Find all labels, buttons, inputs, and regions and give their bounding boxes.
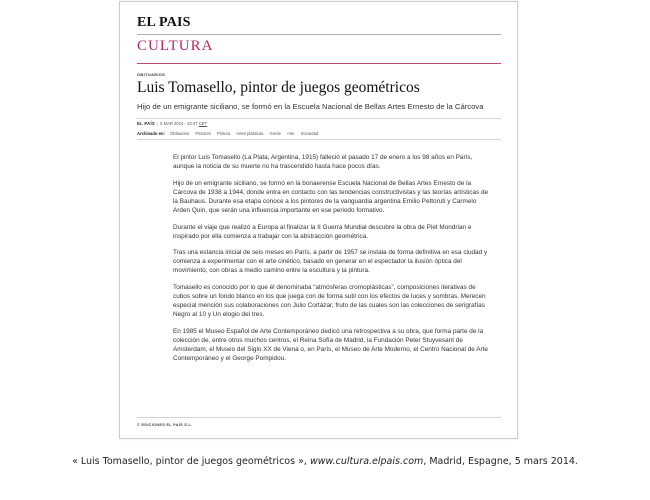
tag-link[interactable]: Pintores: [195, 131, 211, 136]
article-body: [173, 153, 493, 371]
body-paragraph: En 1985 el Museo Español de Arte Contemporáneo dedicó una retrospectiva a su obra, que forma parte de la colección de, entre otros muchos centros, el Reina Sofía de Madrid, la Fundación Peter Stuyvesant de Amsterdam, el Museo del Siglo XX de Viena o, en París, el Museo de Arte Moderno, el Centro Nacional de Arte Contemporáneo y el George Pompidou.: [173, 327, 488, 363]
tag-link[interactable]: Pintura: [216, 131, 231, 136]
tags-label: Archivado en:: [137, 131, 165, 136]
byline-brand[interactable]: EL PAÍS: [137, 121, 156, 126]
byline-timezone[interactable]: CET: [198, 121, 208, 126]
caption-source-site: www.cultura.elpais.com: [309, 456, 424, 467]
body-paragraph: El pintor Luis Tomasello (La Plata, Argentina, 1915) falleció el pasado 17 de enero a los 98 años en París, aunque la noticia de su muerte no ha trascendido hasta hace pocos días.: [173, 154, 473, 171]
section-title[interactable]: CULTURA: [137, 38, 214, 54]
article-clipping: [119, 1, 518, 439]
article-headline: Luis Tomasello, pintor de juegos geométricos: [137, 79, 420, 96]
body-paragraph: Hijo de un emigrante siciliano, se formó en la bonaerense Escuela Nacional de Bellas Artes Ernesto de la Cárcova de 1938 a 1944, donde entra en contacto con las tendencias constructivistas y las teorías artísticas de la Bauhaus. Durante esa etapa conoce a los pintores de la vanguardia argentina Emilio Pettoruti y Carmelo Arden Quin, que serán una influencia importante en ese periodo formativo.: [173, 179, 489, 214]
article-byline: [137, 121, 207, 126]
footer-divider: [137, 417, 501, 418]
tag-link[interactable]: Sociedad: [300, 131, 319, 136]
tag-link[interactable]: Artes plásticas: [236, 131, 264, 136]
caption-title: « Luis Tomasello, pintor de juegos geométricos »,: [72, 456, 310, 467]
caption-details: , Madrid, Espagne, 5 mars 2014.: [423, 456, 578, 467]
article-subheadline: Hijo de un emigrante siciliano, se formó en la Escuela Nacional de Bellas Artes Ernesto de la Cárcova: [137, 102, 484, 111]
meta-divider: [137, 118, 501, 119]
newspaper-logo[interactable]: EL PAIS: [137, 15, 191, 30]
byline-date: 5 MAR 2014 - 23:47: [160, 121, 198, 126]
section-divider: [137, 63, 501, 64]
tags-divider: [137, 139, 501, 140]
article-kicker[interactable]: OBITUARIOS: [137, 72, 166, 77]
header-divider: [137, 34, 501, 35]
tag-link[interactable]: Gente: [269, 131, 281, 136]
article-tags: [137, 131, 323, 136]
copyright-notice: © EDICIONES EL PAÍS S.L.: [137, 423, 193, 427]
tag-link[interactable]: Obituarios: [170, 131, 190, 136]
tag-link[interactable]: Arte: [286, 131, 295, 136]
body-paragraph: Tras una estancia inicial de seis meses en París, a partir de 1957 se instala de forma definitiva en esa ciudad y comienza a experimentar con el arte cinético, basado en generar en el espectador la ilusión óptica del movimiento, con obras a medio camino entre la escultura y la pintura.: [173, 249, 488, 275]
figure-caption: [0, 456, 650, 467]
body-paragraph: Tomasello es conocido por lo que él denominaba “atmósferas cromoplásticas”, composiciones iterativas de cubos sobre un fondo blanco en los que juega con de forma sutil con los efectos de luces y sombras. Merecen especial mención sus colaboraciones con Julio Cortázar, fruto de las cuales son las colecciones de serigrafías Negro al 10 y Un elogio del tres.: [173, 284, 486, 319]
byline-separator: |: [157, 121, 159, 126]
body-paragraph: Durante el viaje que realizó a Europa al finalizar la II Guerra Mundial descubre la obra de Piet Mondrian e inspirado por ella comienza a trabajar con la abstracción geométrica.: [173, 223, 472, 240]
